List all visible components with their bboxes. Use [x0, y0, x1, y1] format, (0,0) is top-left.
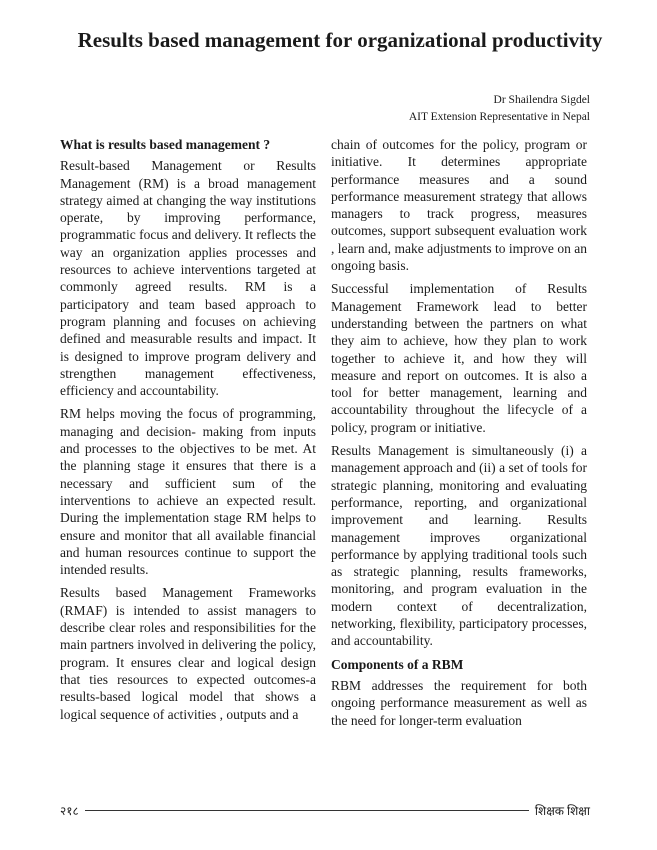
left-column [60, 136, 316, 729]
author-affiliation: AIT Extension Representative in Nepal [408, 111, 590, 123]
paragraph: RM helps moving the focus of programming, managing and decision- making from inputs and processes to the objectives to be met. At the planning stage it ensures that there is a necessary and sufficient sum of the interventions to achieve an expected result. During the implementation stage RM helps to ensure and monitor that all available financial and human resources continue to support the intended results. [60, 406, 316, 578]
section-heading: What is results based management ? [60, 137, 271, 152]
article-title: Results based management for organizational productivity [77, 28, 603, 52]
paragraph: RBM addresses the requirement for both ongoing performance measurement as well as the need for longer-term evaluation [331, 677, 587, 728]
byline [409, 92, 590, 126]
paragraph: Results based Management Frameworks (RMAF) is intended to assist managers to describe clear roles and responsibilities for the main partners involved in delivering the policy, program. It ensures clear and logical design that ties resources to expected outcomes-a results-based logical model that shows a logical sequence of activities , outputs and a [60, 585, 316, 722]
publication-name: शिक्षक शिक्षा [534, 803, 590, 818]
paragraph: Results Management is simultaneously (i) a management approach and (ii) a set of tools for strategic planning, monitoring and evaluating performance, reporting, and organizational improvement and learning. Results management improves organizational performance by applying traditional tools such as strategic planning, results frameworks, monitoring, and program evaluation in the modern context of decentralization, networking, flexibility, participatory processes, and accountability. [331, 443, 587, 649]
section-heading: Components of a RBM [331, 656, 464, 672]
paragraph: chain of outcomes for the policy, program or initiative. It determines appropriate performance measures and a sound performance measurement strategy that allows managers to track progress, measures outcomes, support subsequent evaluation work , learn and, make adjustments to improve on an ongoing basis. [331, 137, 587, 274]
paragraph: Successful implementation of Results Management Framework lead to better understanding between the partners on what they aim to achieve, how they plan to work together to achieve it, and how they will measure and report on outcomes. It is also a tool for better management, learning and accountability throughout the lifecycle of a policy, program or initiative. [331, 281, 587, 435]
footer-rule [85, 810, 529, 811]
paragraph: Result-based Management or Results Management (RM) is a broad management strategy aimed at changing the way institutions operate, by improving performance, programmatic focus and delivery. It reflects the way an organization applies processes and resources to achieve interventions targeted at commonly agreed results. RM is a participatory and team based approach to program planning and focuses on achieving defined and measurable results and impact. It is designed to improve program delivery and strengthen management effectiveness, efficiency and accountability. [60, 158, 316, 399]
page-footer [60, 800, 590, 820]
page-number: २१८ [60, 803, 79, 818]
right-column [331, 136, 587, 735]
author-name: Dr Shailendra Sigdel [493, 94, 590, 106]
